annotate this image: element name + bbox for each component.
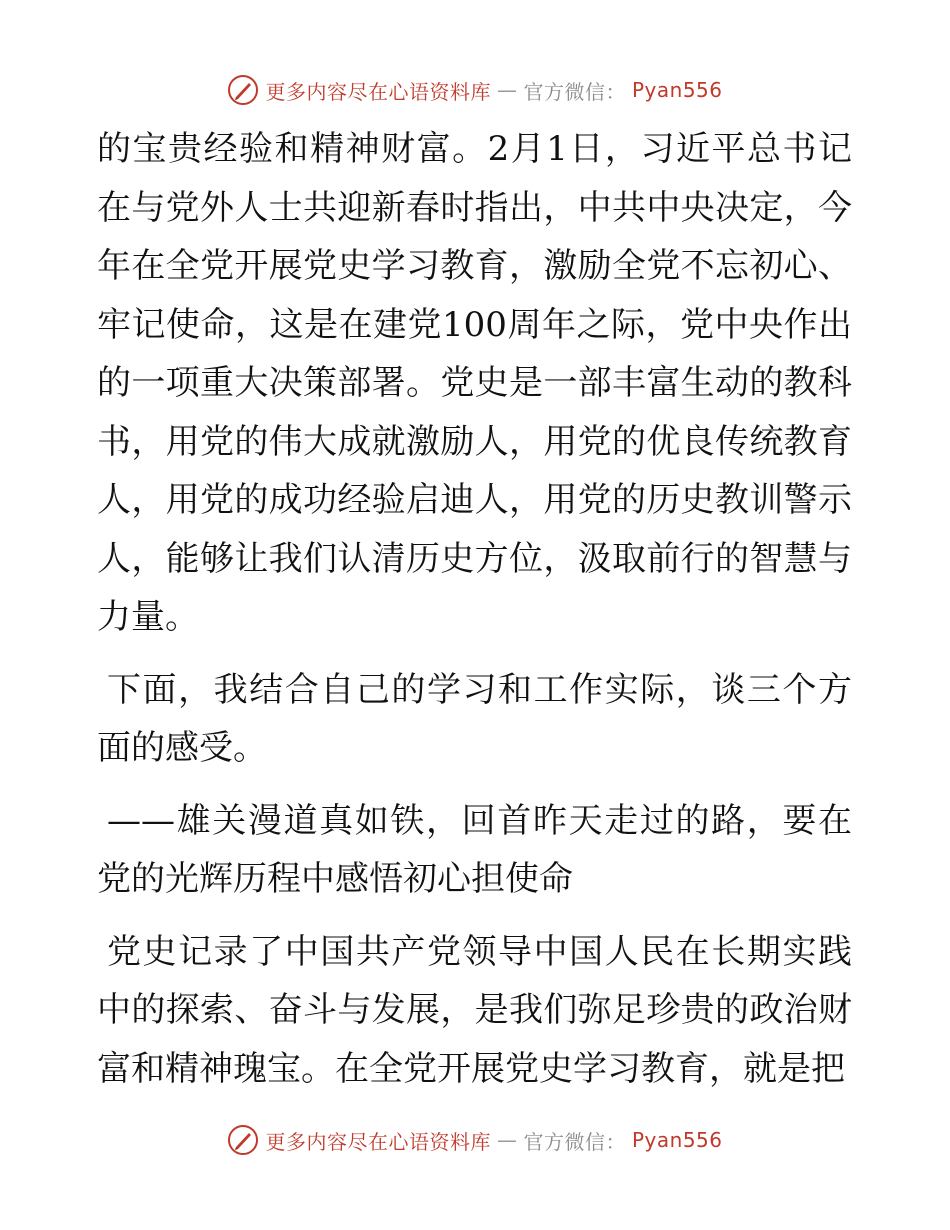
footer-watermark <box>0 1120 950 1160</box>
watermark-text: 更多内容尽在心语资料库 <box>265 79 491 104</box>
watermark-wechat-id: Pyan556 <box>631 78 723 102</box>
watermark-group <box>227 74 722 106</box>
watermark-official-label: 官方微信： <box>523 79 626 104</box>
paragraph-1: 的宝贵经验和精神财富。2月1日，习近平总书记在与党外人士共迎新春时指出，中共中央决定，今年在全党开展党史学习教育，激励全党不忘初心、牢记使命，这是在建党100周年之际，党中央作出的一项重大决策部署。党史是一部丰富生动的教科书，用党的伟大成就激励人，用党的优良传统教育人，用党的成功经验启迪人，用党的历史教训警示人，能够让我们认清历史方位，汲取前行的智慧与力量。 <box>97 129 852 637</box>
watermark-group <box>227 1124 722 1156</box>
header-watermark <box>0 70 950 110</box>
watermark-separator: — <box>496 1128 518 1152</box>
watermark-text: 更多内容尽在心语资料库 <box>265 1129 491 1154</box>
section-heading: ——雄关漫道真如铁，回首昨天走过的路，要在党的光辉历程中感悟初心担使命 <box>97 800 852 899</box>
document-body <box>97 120 852 1098</box>
watermark-official-label: 官方微信： <box>523 1129 626 1154</box>
paragraph-3: 党史记录了中国共产党领导中国人民在长期实践中的探索、奋斗与发展，是我们弥足珍贵的政治财富和精神瑰宝。在全党开展党史学习教育，就是把 <box>97 931 852 1089</box>
quill-logo-icon <box>227 74 259 106</box>
watermark-wechat-id: Pyan556 <box>631 1128 723 1152</box>
watermark-separator: — <box>496 78 518 102</box>
quill-logo-icon <box>227 1124 259 1156</box>
paragraph-2: 下面，我结合自己的学习和工作实际，谈三个方面的感受。 <box>97 669 852 768</box>
